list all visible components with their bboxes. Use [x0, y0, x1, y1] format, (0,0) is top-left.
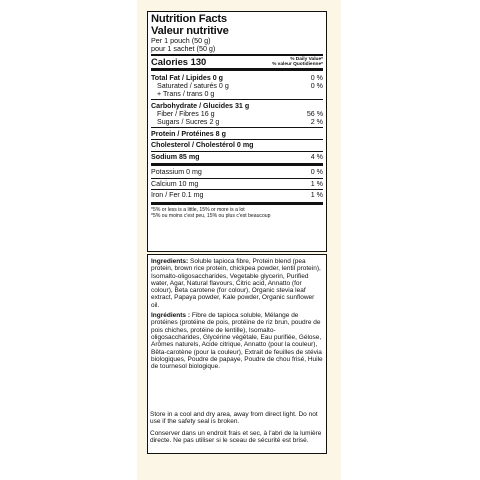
divider [151, 163, 323, 166]
nutrient-row-cholesterol: Cholesterol / Cholestérol 0 mg [151, 141, 254, 150]
nutrient-row-calcium: Calcium 10 mg 1 % [151, 179, 323, 188]
nutrient-row-sodium: Sodium 85 mg 4 % [151, 152, 323, 161]
nutrient-row-potassium: Potassium 0 mg 0 % [151, 168, 323, 177]
nutrition-facts-table [147, 11, 327, 252]
serving-size-fr: pour 1 sachet (50 g) [151, 44, 216, 53]
nutrition-title-fr: Valeur nutritive [151, 24, 229, 37]
nutrient-row-saturated: Saturated / saturés 0 g 0 % [157, 81, 323, 90]
nutrient-row-protein: Protein / Protéines 8 g [151, 129, 226, 138]
divider [151, 202, 323, 205]
nutrition-title-en: Nutrition Facts [151, 13, 227, 25]
nutrient-row-sugars: Sugars / Sucres 2 g 2 % [157, 117, 323, 126]
nutrient-row-fat: Total Fat / Lipides 0 g 0 % [151, 73, 323, 82]
nutrient-row-carbohydrate: Carbohydrate / Glucides 31 g [151, 101, 250, 110]
calories: Calories 130 [151, 56, 207, 68]
nutrient-row-iron: Iron / Fer 0.1 mg 1 % [151, 191, 323, 200]
nutrient-row-fiber: Fiber / Fibres 16 g 56 % [157, 109, 323, 118]
storage-en: Store in a cool and dry area, away from direct light. Do not use if the safety seal is broken. [150, 411, 318, 426]
serving-size-en: Per 1 pouch (50 g) [151, 36, 211, 45]
divider [151, 68, 323, 71]
storage-fr: Conserver dans un endroit frais et sec, à l'abri de la lumière directe. Ne pas utiliser si le sceau de sécurité est brisé. [150, 429, 322, 444]
footnote-fr: *5% ou moins c'est peu, 15% ou plus c'est beaucoup [151, 212, 271, 219]
nutrient-row-trans: + Trans / trans 0 g [157, 90, 215, 98]
daily-value-header-fr: % valeur Quotidienne* [272, 62, 323, 68]
ingredients-en: Ingredients: Soluble tapioca fibre, Protein blend (pea protein, brown rice protein, chickpea powder, lentil protein), Isomalto-oligosaccharides, Vegetable glycerin, Purified water, Agar, Natural flavours, Citric acid, Annatto (for colour), Beta carotene (for colour), Organic stevia leaf extract, Papaya powder, Kale powder, Organic sunflower oil. [151, 258, 321, 309]
ingredients-fr: Ingrédients : Fibre de tapioca soluble, Mélange de protéines (protéine de pois, protéine de riz brun, poudre de pois chiches, protéine de lentille), Isomalto-oligosaccharides, Glycérine végétale, Eau purifiée, Gélose, Arômes naturels, Acide citrique, Annatto (pour la couleur), Bêta-carotène (pour la couleur), Extrait de feuilles de stévia biologiques, Poudre de papaye, Poudre de chou frisé, Huile de tournesol biologique. [151, 312, 323, 371]
footnote-en: *5% or less is a little, 15% or more is a lot [151, 206, 245, 213]
storage-instructions [150, 411, 328, 448]
daily-value-header-en: % Daily Value* [290, 57, 323, 62]
